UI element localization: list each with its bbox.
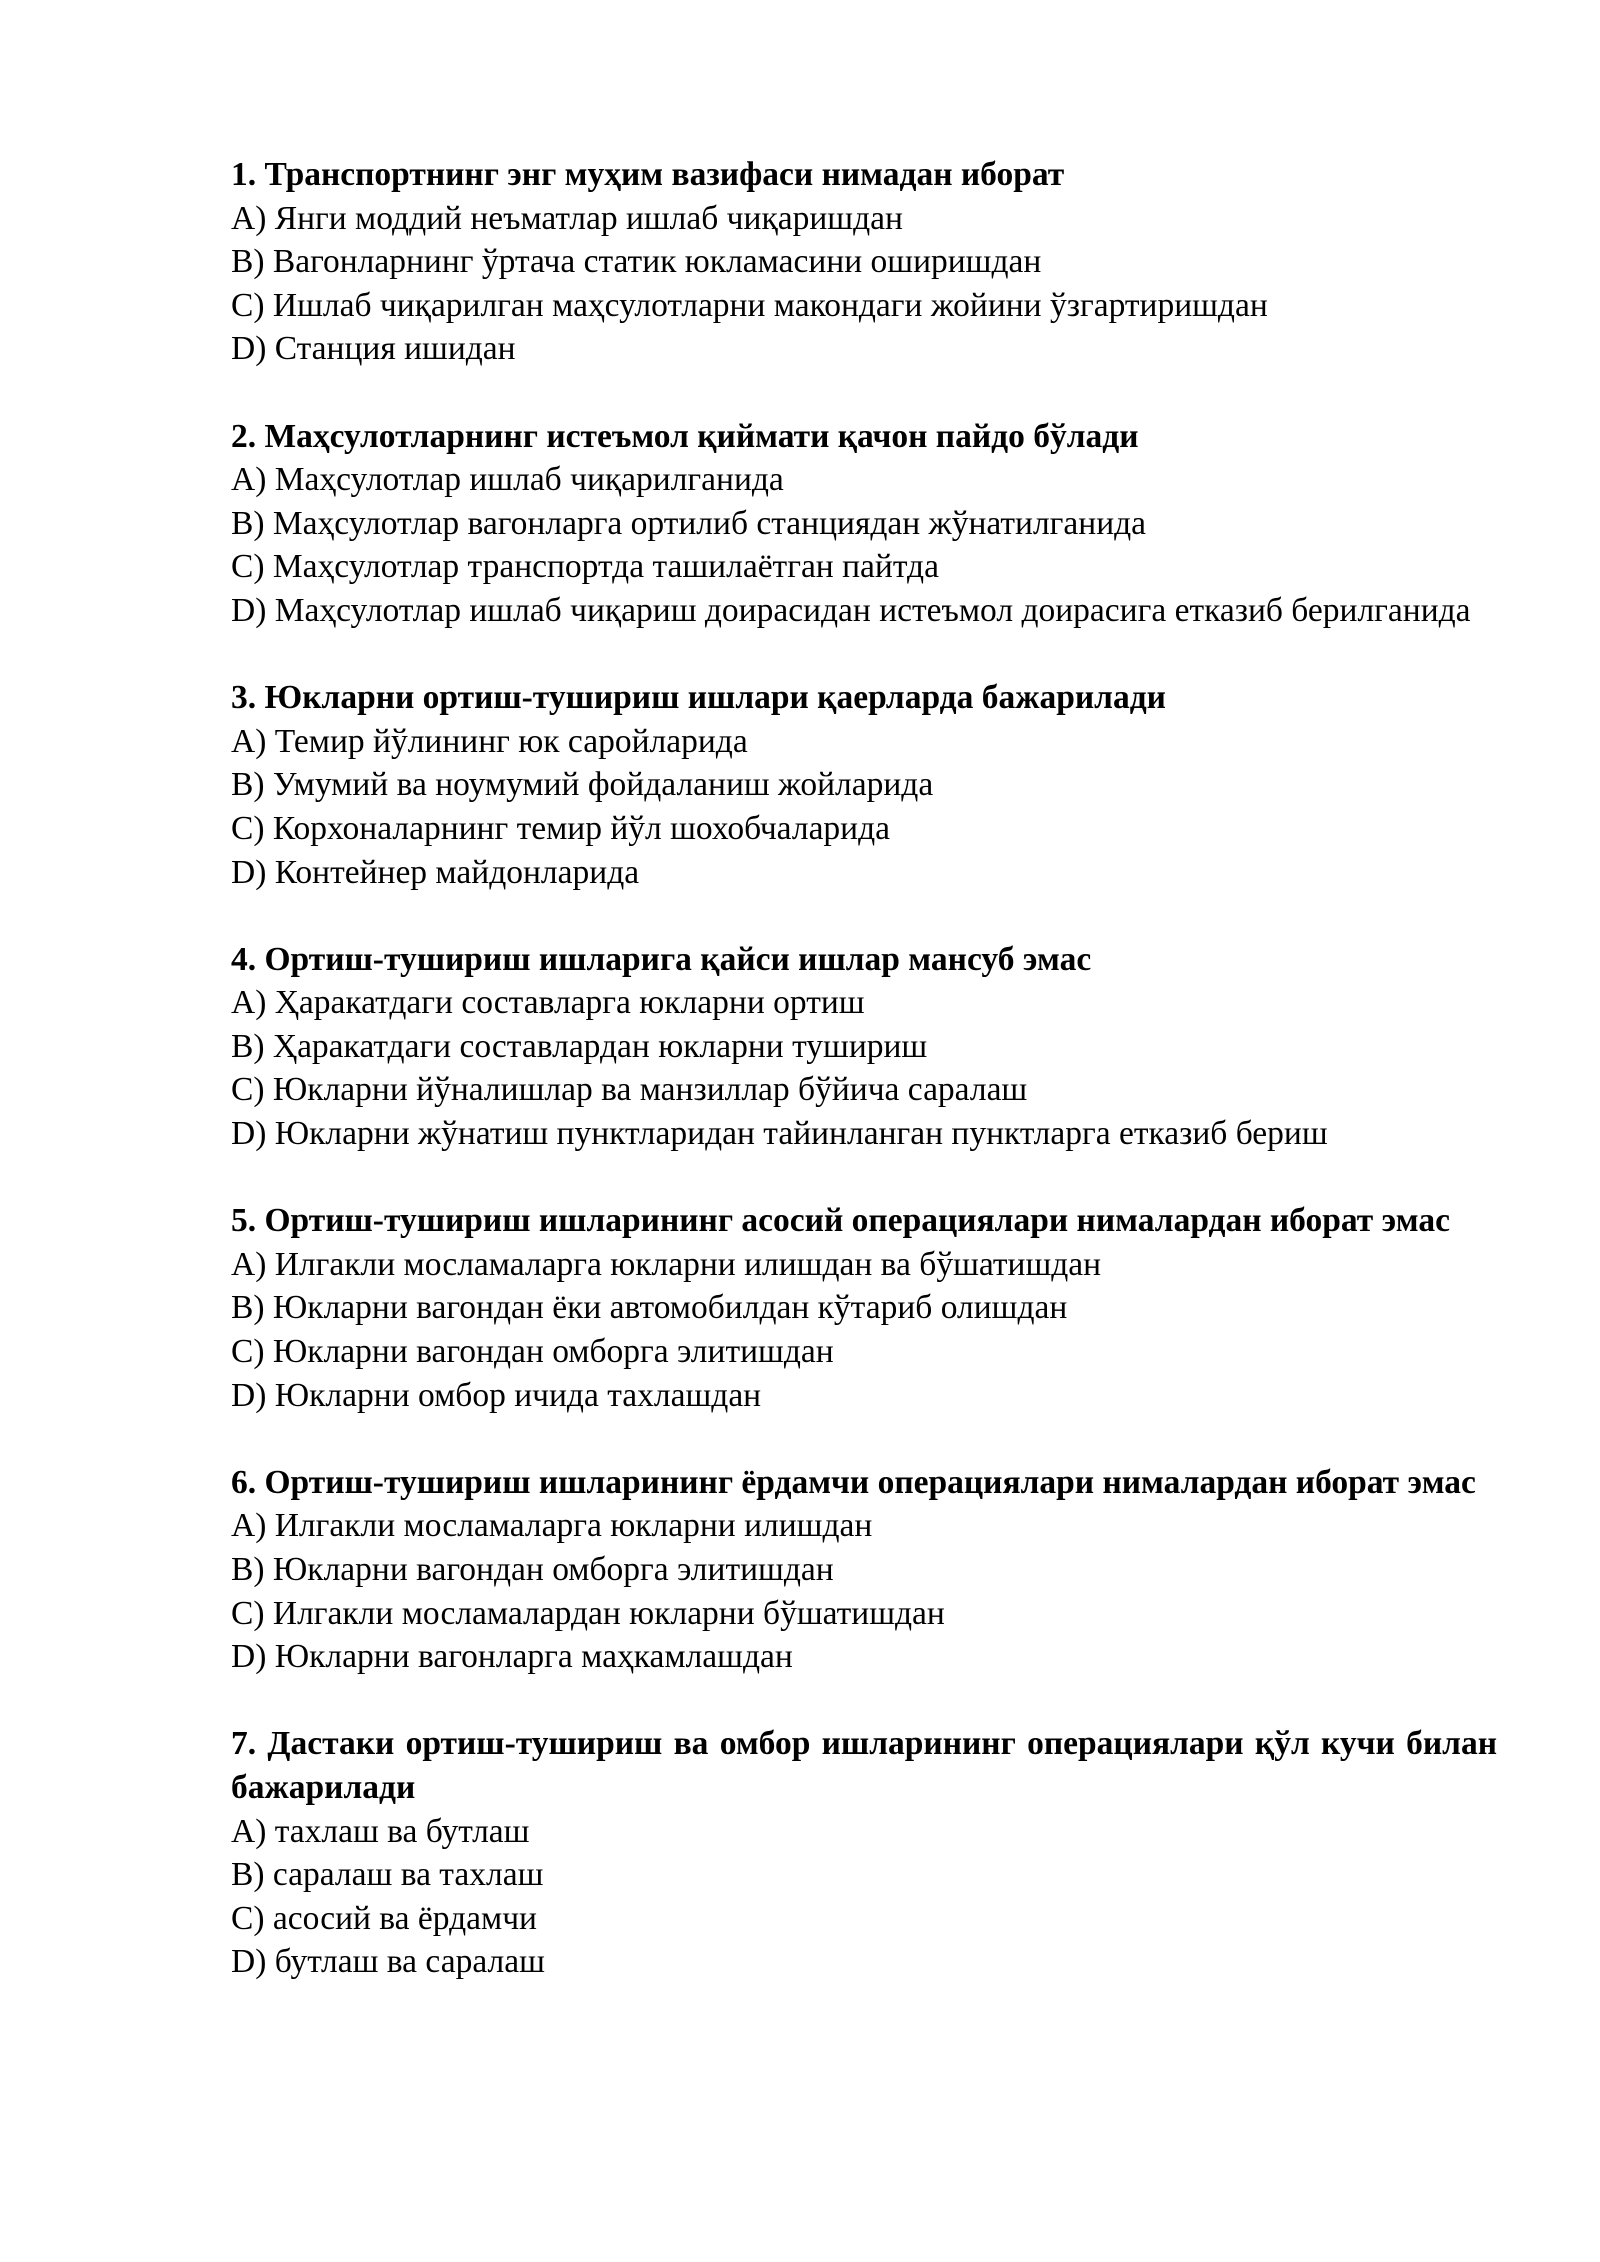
- answer-option-a: A) Ҳаракатдаги составларга юкларни ортиш: [231, 984, 865, 1022]
- question-1: [231, 153, 1497, 371]
- answer-option-b: B) Вагонларнинг ўртача статик юкламасини оширишдан: [231, 243, 1042, 281]
- answer-option-b: B) Юкларни вагондан ёки автомобилдан кўтариб олишдан: [231, 1289, 1068, 1327]
- question-title: 4. Ортиш-тушириш ишларига қайси ишлар мансуб эмас: [231, 940, 1092, 978]
- answer-option-a: A) Маҳсулотлар ишлаб чиқарилганида: [231, 461, 784, 499]
- question-3: [231, 676, 1497, 894]
- question-2: [231, 415, 1497, 633]
- answer-option-c: C) Юкларни йўналишлар ва манзиллар бўйича саралаш: [231, 1071, 1028, 1109]
- answer-option-d: D) Маҳсулотлар ишлаб чиқариш доирасидан истеъмол доирасига етказиб берилганида: [231, 591, 1471, 629]
- question-title: 7. Дастаки ортиш-тушириш ва омбор ишларининг операциялари қўл кучи билан бажарилади: [231, 1725, 1497, 1806]
- answer-option-a: A) Янги моддий неъматлар ишлаб чиқаришдан: [231, 199, 903, 237]
- question-5: [231, 1199, 1497, 1417]
- answer-option-b: B) Ҳаракатдаги составлардан юкларни тушириш: [231, 1027, 928, 1065]
- answer-option-b: B) Маҳсулотлар вагонларга ортилиб станциядан жўнатилганида: [231, 504, 1147, 542]
- answer-option-c: C) Ишлаб чиқарилган маҳсулотларни макондаги жойини ўзгартиришдан: [231, 286, 1268, 324]
- question-6: [231, 1461, 1497, 1679]
- answer-option-a: A) тахлаш ва бутлаш: [231, 1812, 530, 1850]
- test-document: [231, 153, 1497, 2028]
- question-4: [231, 938, 1497, 1156]
- answer-option-a: A) Илгакли мосламаларга юкларни илишдан ва бўшатишдан: [231, 1245, 1102, 1283]
- question-title: 6. Ортиш-тушириш ишларининг ёрдамчи операциялари нималардан иборат эмас: [231, 1463, 1476, 1501]
- answer-option-a: A) Илгакли мосламаларга юкларни илишдан: [231, 1507, 873, 1545]
- answer-option-a: A) Темир йўлининг юк саройларида: [231, 722, 748, 760]
- answer-option-d: D) Юкларни жўнатиш пунктларидан тайинланган пунктларга етказиб бериш: [231, 1115, 1328, 1153]
- answer-option-b: B) саралаш ва тахлаш: [231, 1856, 544, 1894]
- answer-option-d: D) Станция ишидан: [231, 330, 516, 368]
- answer-option-d: D) Юкларни вагонларга маҳкамлашдан: [231, 1638, 793, 1676]
- question-title: 3. Юкларни ортиш-тушириш ишлари қаерларда бажарилади: [231, 679, 1166, 717]
- answer-option-c: C) Юкларни вагондан омборга элитишдан: [231, 1333, 834, 1371]
- answer-option-b: B) Умумий ва ноумумий фойдаланиш жойларида: [231, 766, 934, 804]
- question-title: 2. Маҳсулотларнинг истеъмол қиймати қачон пайдо бўлади: [231, 417, 1139, 455]
- answer-option-d: D) бутлаш ва саралаш: [231, 1943, 545, 1981]
- answer-option-c: C) Маҳсулотлар транспортда ташилаётган пайтда: [231, 548, 939, 586]
- question-title: 5. Ортиш-тушириш ишларининг асосий операциялари нималардан иборат эмас: [231, 1202, 1450, 1240]
- answer-option-d: D) Контейнер майдонларида: [231, 853, 640, 891]
- question-7: [231, 1722, 1497, 1984]
- question-title: 1. Транспортнинг энг муҳим вазифаси нимадан иборат: [231, 156, 1065, 193]
- answer-option-d: D) Юкларни омбор ичида тахлашдан: [231, 1376, 762, 1414]
- answer-option-c: C) Корхоналарнинг темир йўл шохобчаларида: [231, 809, 891, 847]
- answer-option-c: C) асосий ва ёрдамчи: [231, 1899, 537, 1937]
- answer-option-c: C) Илгакли мосламалардан юкларни бўшатишдан: [231, 1594, 945, 1632]
- answer-option-b: B) Юкларни вагондан омборга элитишдан: [231, 1551, 834, 1588]
